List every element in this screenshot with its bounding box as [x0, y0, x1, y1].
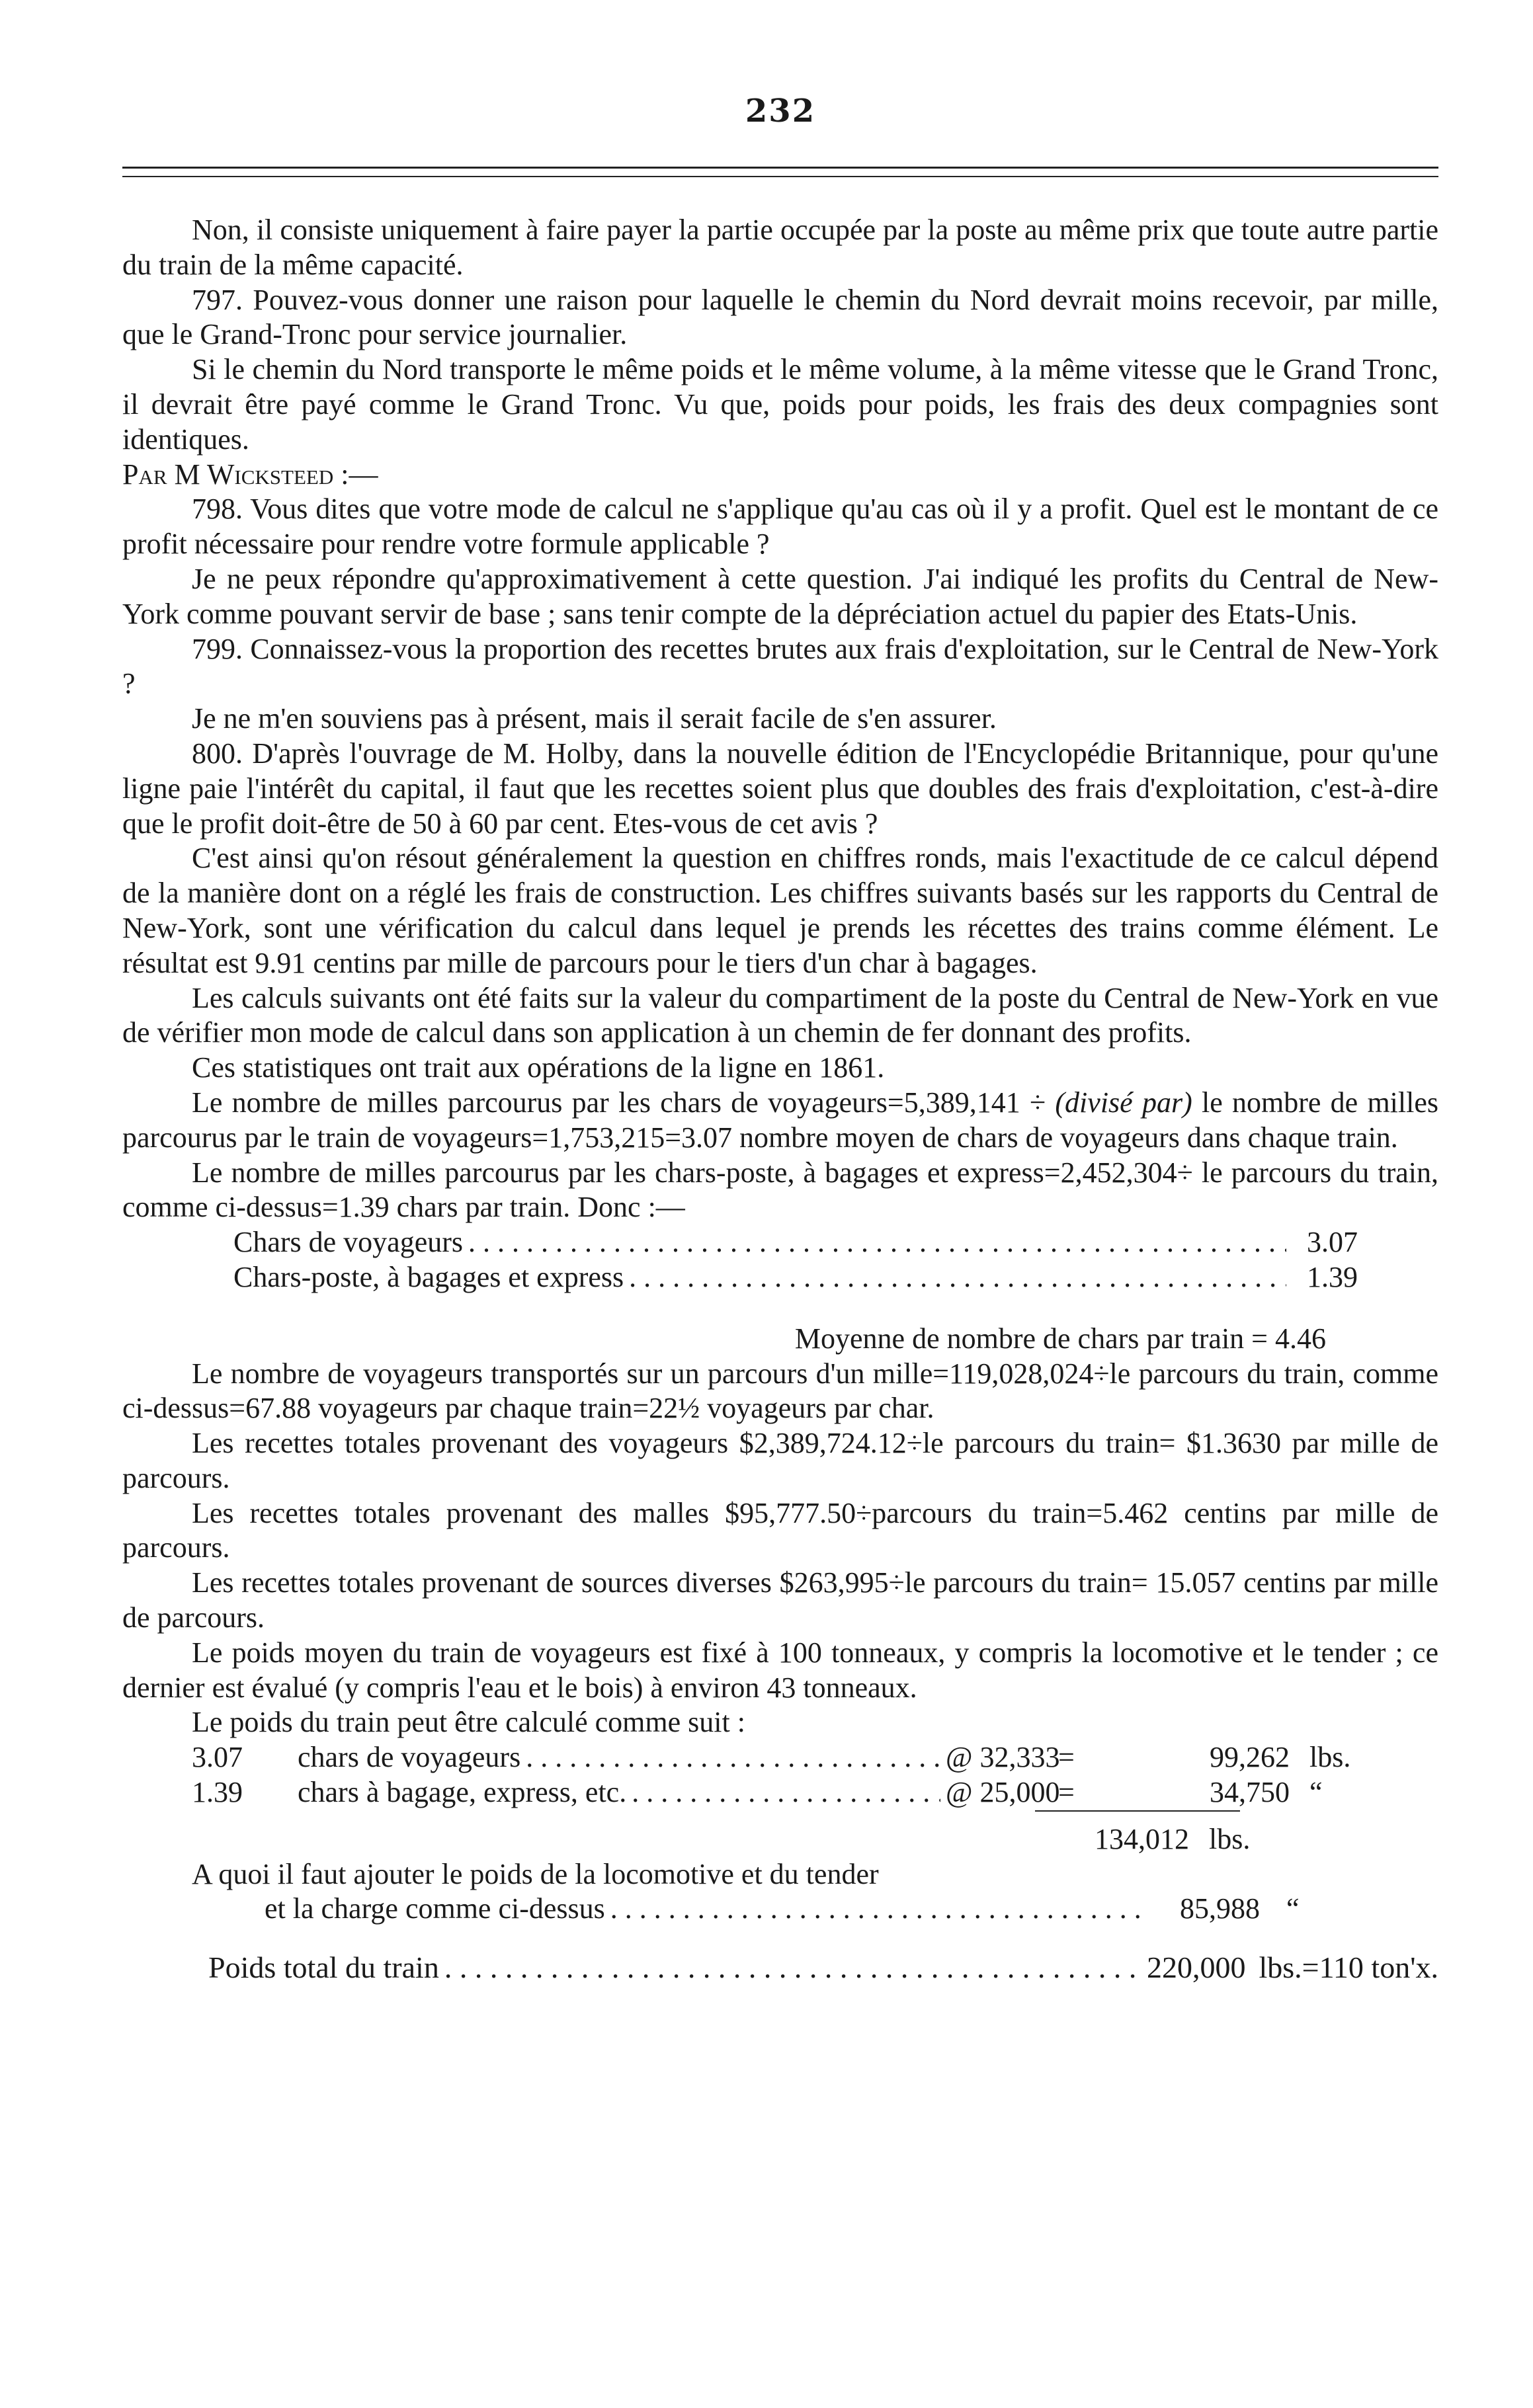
weight-desc: chars à bagage, express, etc. [298, 1776, 627, 1809]
paragraph: Le nombre de milles parcourus par les chars-poste, à bagages et express=2,452,304÷ le parcours du train, comme ci-dessus=1.39 chars par train. Donc :— [122, 1156, 1438, 1224]
question-800: 800. D'après l'ouvrage de M. Holby, dans la nouvelle édition de l'Encyclopédie Britannique, pour qu'une ligne paie l'intérêt du capital, il faut que les recettes soient plus que doubles des frais d'exploitation, c'est-à-dire que le profit doit-être de 50 à 60 par cent. Etes-vous de cet avis ? [122, 737, 1438, 840]
weight-qty: 1.39 [192, 1776, 243, 1809]
weight-row [122, 1775, 1438, 1810]
paragraph: Les calculs suivants ont été faits sur la valeur du compartiment de la poste du Central de New-York en vue de vérifier mon mode de calcul dans son application à un chemin de fer donnant des profits. [122, 981, 1438, 1049]
dot-leader [629, 1260, 1286, 1295]
total-row [122, 1950, 1438, 1986]
weight-amount: 34,750 [1210, 1776, 1290, 1809]
paragraph: Les recettes totales provenant des malles $95,777.50÷parcours du train=5.462 centins par mille de parcours. [122, 1496, 1438, 1564]
subtotal-unit: lbs. [1209, 1822, 1251, 1855]
paragraph: C'est ainsi qu'on résout généralement la question en chiffres ronds, mais l'exactitude de ce calcul dépend de la manière dont on a réglé les frais de construction. Les chiffres suivants basés sur les rapports du Central de New-York, sont une vérification du calcul dans lequel je prends les récettes des trains comme élément. Le résultat est 9.91 centins par mille de parcours pour le tiers d'un char à bagages. [122, 842, 1438, 979]
italic-note: (divisé par) [1055, 1086, 1192, 1119]
dot-leader [632, 1775, 940, 1810]
total-unit: lbs.=110 ton'x. [1259, 1950, 1438, 1985]
weight-unit: “ [1309, 1776, 1323, 1809]
paragraph: Ces statistiques ont trait aux opérations de la ligne en 1861. [192, 1051, 885, 1084]
weight-amount: 99,262 [1210, 1741, 1290, 1774]
paragraph: Le poids du train peut être calculé comme suit : [192, 1706, 745, 1739]
weight-rate: @ 32,333 [946, 1741, 1060, 1774]
weight-desc: chars de voyageurs [298, 1741, 521, 1774]
subtotal-amount: 134,012 [1095, 1822, 1189, 1855]
header-rule-top [122, 167, 1438, 169]
chars-row [233, 1225, 1358, 1260]
subtotal-row [122, 1822, 1438, 1857]
question-797: 797. Pouvez-vous donner une raison pour laquelle le chemin du Nord devrait moins recevoir, par mille, que le Grand-Tronc pour service journalier. [122, 283, 1438, 351]
weight-equals: = [1058, 1741, 1075, 1774]
chars-value: 1.39 [1307, 1260, 1358, 1293]
chars-label: Chars-poste, à bagages et express [233, 1260, 624, 1293]
paragraph: Je ne m'en souviens pas à présent, mais il serait facile de s'en assurer. [192, 702, 997, 735]
weight-qty: 3.07 [192, 1741, 243, 1774]
paragraph: Les recettes totales provenant des voyageurs $2,389,724.12÷le parcours du train= $1.3630 par mille de parcours. [122, 1427, 1438, 1494]
total-label: Poids total du train [208, 1950, 439, 1985]
chars-table [233, 1225, 1358, 1295]
weight-unit: lbs. [1309, 1741, 1351, 1774]
chars-row [233, 1260, 1358, 1295]
header-rule-bottom [122, 176, 1438, 177]
question-798: 798. Vous dites que votre mode de calcul ne s'applique qu'au cas où il y a profit. Quel est le montant de ce profit nécessaire pour rendre votre formule applicable ? [122, 493, 1438, 561]
total-amount: 220,000 [1147, 1950, 1246, 1985]
speaker-heading: Par M Wicksteed :— [122, 458, 378, 491]
dot-leader [610, 1892, 1142, 1927]
paragraph: Le nombre de voyageurs transportés sur un parcours d'un mille=119,028,024÷le parcours du train, comme ci-dessus=67.88 voyageurs par chaque train=22½ voyageurs par char. [122, 1357, 1438, 1425]
dot-leader [444, 1950, 1141, 1986]
paragraph: Les recettes totales provenant de sources diverses $263,995÷le parcours du train= 15.057 centins par mille de parcours. [122, 1566, 1438, 1634]
paragraph: Si le chemin du Nord transporte le même poids et le même volume, à la même vitesse que le Grand Tronc, il devrait être payé comme le Grand Tronc. Vu que, poids pour poids, les frais des deux compagnies sont identiques. [122, 353, 1438, 456]
paragraph: Le poids moyen du train de voyageurs est fixé à 100 tonneaux, y compris la locomotive et le tender ; ce dernier est évalué (y compris l'eau et le bois) à environ 43 tonneaux. [122, 1636, 1438, 1704]
dot-leader [468, 1225, 1286, 1260]
dot-leader [526, 1740, 940, 1775]
weight-row [122, 1740, 1438, 1775]
page-number: 232 [745, 93, 816, 130]
weight-equals: = [1058, 1776, 1075, 1809]
addition-amount: 85,988 [1180, 1892, 1260, 1925]
addition-label: et la charge comme ci-dessus [265, 1892, 605, 1925]
question-799: 799. Connaissez-vous la proportion des recettes brutes aux frais d'exploitation, sur le Central de New-York ? [122, 632, 1438, 700]
text-segment: Le nombre de milles parcourus par les chars de voyageurs=5,389,141 ÷ [192, 1086, 1056, 1119]
paragraph [122, 1086, 1438, 1156]
page-body [122, 213, 1438, 1986]
weight-rate: @ 25,000 [946, 1776, 1060, 1809]
addition-line-2 [122, 1892, 1438, 1927]
paragraph: Non, il consiste uniquement à faire payer la partie occupée par la poste au même prix que toute autre partie du train de la même capacité. [122, 214, 1438, 281]
text-segment: le nombre de milles parcourus par le train de voyageurs=1,753,215=3.07 nombre moyen de chars de voyageurs dans chaque train. [122, 1086, 1438, 1154]
average-line: Moyenne de nombre de chars par train = 4.46 [794, 1322, 1326, 1355]
chars-label: Chars de voyageurs [233, 1226, 464, 1259]
addition-line-1: A quoi il faut ajouter le poids de la locomotive et du tender [192, 1857, 879, 1890]
paragraph: Je ne peux répondre qu'approximativement à cette question. J'ai indiqué les profits du Central de New-York comme pouvant servir de base ; sans tenir compte de la dépréciation actuel du papier des Etats-Unis. [122, 562, 1438, 630]
chars-value: 3.07 [1307, 1226, 1358, 1259]
addition-unit: “ [1286, 1892, 1300, 1925]
